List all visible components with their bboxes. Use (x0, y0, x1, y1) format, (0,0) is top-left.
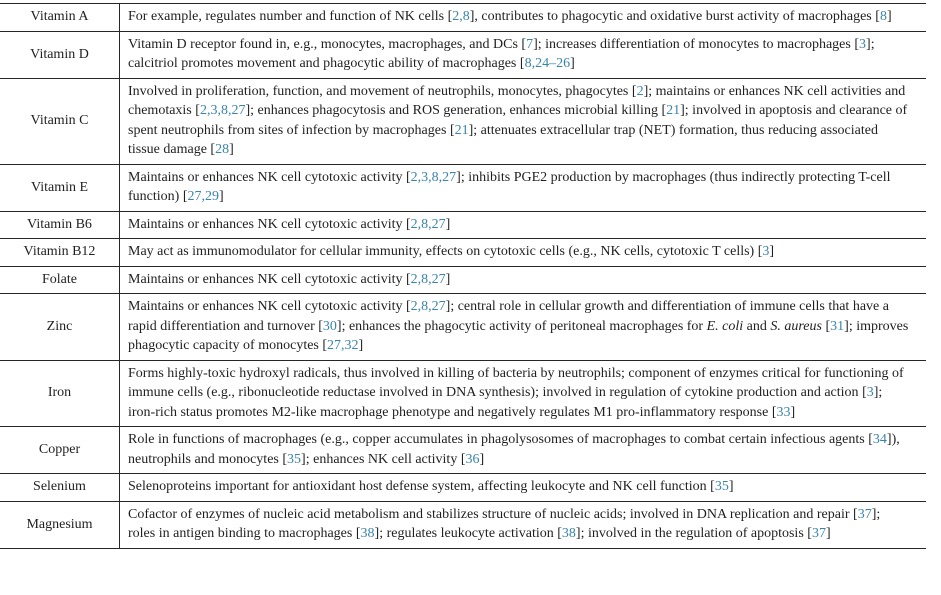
species-name-italic: S. aureus (770, 318, 822, 334)
citation-ref[interactable]: 8,24–26 (524, 56, 571, 71)
citation-ref[interactable]: 30 (322, 318, 337, 334)
nutrient-name: Vitamin C (0, 79, 120, 164)
citation-ref[interactable]: 2,8,27 (410, 216, 446, 232)
citation-ref[interactable]: 37 (857, 506, 872, 522)
table-row (0, 361, 926, 428)
table-row (0, 79, 926, 165)
table-row (0, 4, 926, 32)
table-row (0, 239, 926, 267)
nutrient-name: Selenium (0, 474, 120, 501)
citation-ref[interactable]: 3 (762, 244, 770, 259)
citation-ref[interactable]: 33 (776, 404, 791, 420)
nutrient-name: Copper (0, 427, 120, 473)
table-row (0, 267, 926, 295)
citation-ref[interactable]: 27,29 (187, 189, 219, 204)
citation-ref[interactable]: 34 (872, 432, 887, 447)
nutrient-name: Vitamin B6 (0, 212, 120, 239)
nutrient-description: Maintains or enhances NK cell cytotoxic activity [2,8,27]; central role in cellular growth and differentiation of immune cells that have a rapid differentiation and turnover [30]; enhances the phagocytic activity of peritoneal macrophages for E. coli and S. aureus [31]; improves phagocytic capacity of monocytes [27,32] (128, 299, 909, 353)
citation-ref[interactable]: 21 (454, 122, 469, 138)
table-row (0, 502, 926, 549)
nutrient-description: Role in functions of macrophages (e.g., copper accumulates in phagolysosomes of macrophages to combat certain infectious agents [34]), neutrophils and monocytes [35]; enhances NK cell activity [36] (128, 432, 900, 467)
nutrient-description: Maintains or enhances NK cell cytotoxic activity [2,3,8,27]; inhibits PGE2 production by macrophages (thus indirectly protecting T-cell function) [27,29] (128, 169, 891, 204)
citation-ref[interactable]: 3 (859, 36, 867, 52)
citation-ref[interactable]: 35 (714, 479, 729, 494)
nutrient-name: Magnesium (0, 502, 120, 548)
nutrient-name: Folate (0, 267, 120, 294)
citation-ref[interactable]: 2,8 (452, 9, 470, 24)
citation-ref[interactable]: 2,8,27 (410, 271, 446, 287)
citation-ref[interactable]: 28 (215, 142, 230, 157)
table-row (0, 212, 926, 240)
citation-ref[interactable]: 36 (465, 451, 480, 467)
nutrient-description: Selenoproteins important for antioxidant host defense system, affecting leukocyte and NK cell function [35] (128, 479, 734, 494)
table-row (0, 474, 926, 502)
citation-ref[interactable]: 2,3,8,27 (410, 169, 457, 185)
table-row (0, 427, 926, 474)
citation-ref[interactable]: 21 (666, 103, 681, 118)
nutrient-name: Iron (0, 361, 120, 427)
citation-ref[interactable]: 27,32 (327, 338, 359, 353)
nutrient-description: Forms highly-toxic hydroxyl radicals, thus involved in killing of bacteria by neutrophils; component of enzymes critical for functioning of immune cells (e.g., ribonucleotide reductase involved in DNA synthesis); involved in regulation of cytokine production and action [3]; iron-rich status promotes M2-like macrophage phenotype and negatively regulates M1 pro-inflammatory response [33] (128, 365, 904, 420)
nutrient-description: For example, regulates number and function of NK cells [2,8], contributes to phagocytic and oxidative burst activity of macrophages [8] (128, 9, 892, 24)
nutrient-name: Zinc (0, 294, 120, 360)
nutrient-description: Cofactor of enzymes of nucleic acid metabolism and stabilizes structure of nucleic acids; involved in DNA replication and repair [37]; roles in antigen binding to macrophages [38]; regulates leukocyte activation [38]; involved in the regulation of apoptosis [37] (128, 506, 881, 541)
citation-ref[interactable]: 2 (636, 83, 644, 99)
citation-ref[interactable]: 38 (561, 526, 576, 541)
nutrient-name: Vitamin E (0, 165, 120, 211)
species-name-italic: E. coli (706, 318, 744, 334)
nutrient-name: Vitamin D (0, 32, 120, 78)
nutrient-description: Involved in proliferation, function, and movement of neutrophils, monocytes, phagocytes [2]; maintains or enhances NK cell activities and chemotaxis [2,3,8,27]; enhances phagocytosis and ROS generation, enhances microbial killing [21]; involved in apoptosis and clearance of spent neutrophils from sites of infection by macrophages [21]; attenuates extracellular trap (NET) formation, thus reducing associated tissue damage [28] (128, 83, 908, 157)
citation-ref[interactable]: 3 (866, 385, 874, 400)
citation-ref[interactable]: 35 (287, 451, 302, 467)
nutrient-description: Vitamin D receptor found in, e.g., monocytes, macrophages, and DCs [7]; increases differentiation of monocytes to macrophages [3]; calcitriol promotes movement and phagocytic ability of macrophages [8,24–26] (128, 36, 875, 71)
citation-ref[interactable]: 2,3,8,27 (199, 103, 246, 118)
table-row (0, 32, 926, 79)
nutrient-immune-function-table (0, 3, 926, 549)
nutrient-description: May act as immunomodulator for cellular immunity, effects on cytotoxic cells (e.g., NK cells, cytotoxic T cells) [3] (128, 244, 775, 259)
citation-ref[interactable]: 38 (360, 526, 375, 541)
table-row (0, 294, 926, 361)
citation-ref[interactable]: 7 (526, 36, 534, 52)
nutrient-name: Vitamin A (0, 4, 120, 31)
nutrient-name: Vitamin B12 (0, 239, 120, 266)
citation-ref[interactable]: 37 (811, 526, 826, 541)
citation-ref[interactable]: 2,8,27 (410, 299, 446, 314)
table-row (0, 165, 926, 212)
citation-ref[interactable]: 8 (879, 9, 887, 24)
citation-ref[interactable]: 31 (830, 318, 845, 334)
nutrient-description: Maintains or enhances NK cell cytotoxic activity [2,8,27] (128, 216, 451, 232)
nutrient-description: Maintains or enhances NK cell cytotoxic activity [2,8,27] (128, 271, 451, 287)
